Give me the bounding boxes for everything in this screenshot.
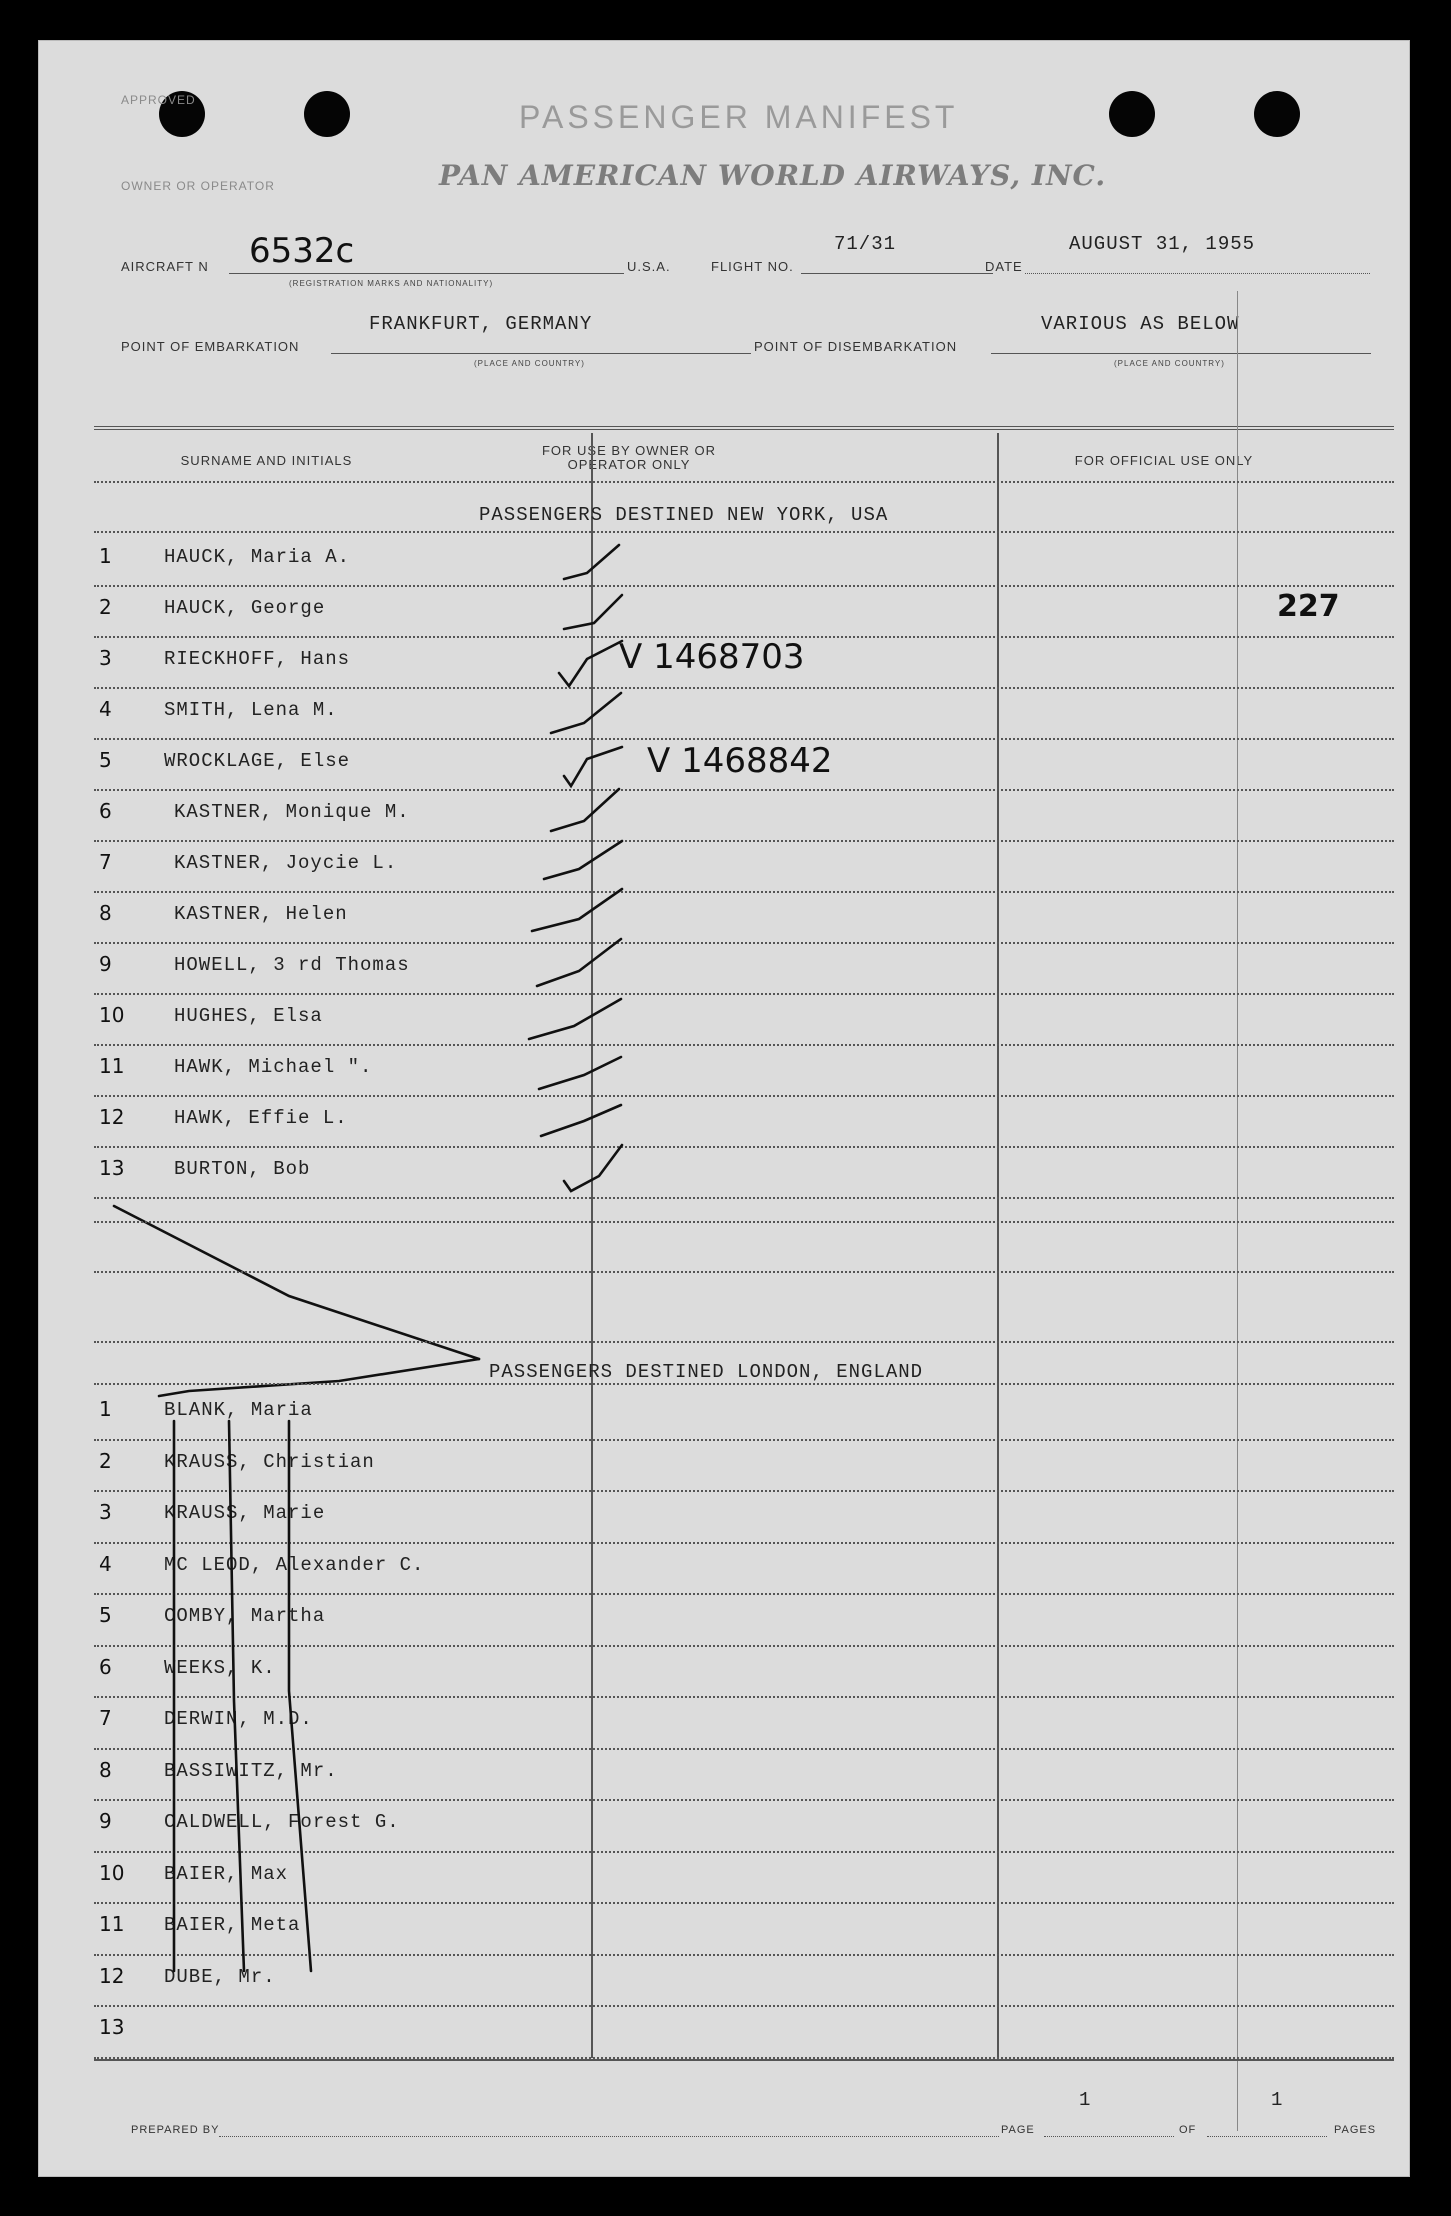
passenger-number: 10 — [99, 1860, 125, 1885]
usa-label: U.S.A. — [627, 259, 671, 274]
handwritten-note-wrocklage: V 1468842 — [647, 741, 833, 781]
bracket-stroke — [289, 1421, 311, 1971]
embarkation-value: FRANKFURT, GERMANY — [369, 313, 593, 335]
of-label: OF — [1179, 2124, 1197, 2136]
passenger-name: CALDWELL, Forest G. — [164, 1811, 400, 1833]
check-mark — [559, 641, 622, 686]
passenger-number: 11 — [99, 1912, 125, 1936]
disembarkation-value: VARIOUS AS BELOW — [1041, 313, 1240, 335]
date-label: DATE — [985, 259, 1023, 274]
passenger-name: KRAUSS, Christian — [164, 1450, 375, 1473]
handwritten-note-rieckhoff: V 1468703 — [619, 637, 805, 677]
passenger-name: KASTNER, Helen — [174, 903, 348, 925]
check-mark — [544, 841, 622, 879]
passenger-number: 7 — [99, 1706, 112, 1730]
place-country-note: (PLACE AND COUNTRY) — [474, 359, 585, 368]
passenger-number: 3 — [99, 1500, 112, 1524]
check-mark — [541, 1105, 621, 1136]
row-rule — [94, 1221, 1394, 1223]
date-value: AUGUST 31, 1955 — [1069, 233, 1256, 255]
check-mark — [564, 747, 622, 786]
check-mark — [551, 693, 621, 733]
connector-stroke — [114, 1206, 479, 1359]
passenger-number: 2 — [99, 595, 112, 619]
passenger-name: DERWIN, M.D. — [164, 1708, 313, 1730]
owner-label: OWNER OR OPERATOR — [121, 179, 275, 193]
passenger-number: 13 — [99, 1156, 125, 1180]
passenger-name: HAWK, Effie L. — [174, 1107, 348, 1129]
passenger-name: HUGHES, Elsa — [174, 1005, 323, 1027]
handwritten-marks — [39, 41, 1409, 2176]
passenger-name: KASTNER, Monique M. — [174, 801, 410, 823]
bracket-stroke — [229, 1421, 244, 1971]
passenger-number: 4 — [99, 697, 112, 721]
row-rule — [94, 1383, 1394, 1385]
connector-stroke — [159, 1359, 479, 1396]
passenger-name: BLANK, Maria — [164, 1399, 313, 1421]
passenger-name: DUBE, Mr. — [164, 1965, 276, 1988]
check-mark — [564, 595, 622, 629]
disembarkation-label: POINT OF DISEMBARKATION — [754, 339, 958, 354]
passenger-number: 2 — [99, 1448, 112, 1473]
passenger-number: 5 — [99, 748, 112, 772]
passenger-name: HOWELL, 3 rd Thomas — [174, 954, 410, 976]
official-number: 227 — [1277, 589, 1340, 624]
passenger-name: HAUCK, George — [164, 597, 326, 619]
pages-label: PAGES — [1334, 2124, 1377, 2136]
embarkation-label: POINT OF EMBARKATION — [121, 339, 300, 354]
passenger-number: 11 — [99, 1054, 125, 1078]
passenger-name: BURTON, Bob — [174, 1158, 311, 1180]
section-heading-new-york: PASSENGERS DESTINED NEW YORK, USA — [479, 504, 889, 526]
manifest-sheet — [38, 40, 1410, 2177]
passenger-number: 13 — [99, 2015, 125, 2039]
passenger-name: WROCKLAGE, Else — [164, 750, 351, 772]
passenger-number: 1 — [99, 1397, 112, 1421]
check-mark — [564, 1145, 622, 1191]
place-country-note-2: (PLACE AND COUNTRY) — [1114, 359, 1225, 368]
passenger-number: 8 — [99, 1757, 112, 1782]
passenger-number: 12 — [99, 1963, 125, 1988]
passenger-number: 6 — [99, 799, 112, 823]
registration-note: (REGISTRATION MARKS AND NATIONALITY) — [289, 279, 494, 288]
passenger-number: 10 — [99, 1003, 125, 1027]
passenger-number: 4 — [99, 1551, 112, 1576]
aircraft-number: 6532c — [249, 231, 355, 271]
passenger-name: BASSIWITZ, Mr. — [164, 1759, 338, 1782]
col-official-header: FOR OFFICIAL USE ONLY — [1074, 453, 1254, 468]
section-heading-london: PASSENGERS DESTINED LONDON, ENGLAND — [489, 1361, 924, 1383]
approved-stamp: APPROVED — [121, 93, 196, 107]
passenger-name: BAIER, Meta — [164, 1914, 301, 1936]
pages-value: 1 — [1271, 2089, 1284, 2111]
passenger-name: BAIER, Max — [164, 1862, 289, 1885]
passenger-name: WEEKS, K. — [164, 1656, 276, 1679]
check-mark — [551, 789, 619, 831]
passenger-name: KASTNER, Joycie L. — [174, 852, 398, 874]
passenger-number: 6 — [99, 1654, 112, 1679]
check-mark — [537, 939, 621, 986]
company-name: PAN AMERICAN WORLD AIRWAYS, INC. — [439, 159, 1107, 192]
passenger-name: MC LEOD, Alexander C. — [164, 1553, 425, 1576]
passenger-name: KRAUSS, Marie — [164, 1502, 326, 1524]
passenger-number: 12 — [99, 1105, 125, 1129]
flight-number: 71/31 — [834, 233, 897, 255]
passenger-number: 8 — [99, 901, 112, 925]
col-owner-header: FOR USE BY OWNER OR OPERATOR ONLY — [541, 443, 717, 472]
check-mark — [564, 545, 619, 579]
passenger-number: 7 — [99, 850, 112, 874]
page-label: PAGE — [1001, 2124, 1035, 2136]
passenger-number: 3 — [99, 646, 112, 670]
aircraft-label: AIRCRAFT N — [121, 259, 209, 274]
passenger-number: 9 — [99, 1809, 112, 1833]
check-mark — [532, 889, 622, 931]
passenger-name: SMITH, Lena M. — [164, 699, 338, 721]
prepared-by-label: PREPARED BY — [131, 2124, 220, 2136]
check-mark — [539, 1057, 621, 1089]
passenger-name: COMBY, Martha — [164, 1605, 326, 1627]
passenger-number: 5 — [99, 1603, 112, 1627]
passenger-name: RIECKHOFF, Hans — [164, 648, 351, 670]
col-surname-header: SURNAME AND INITIALS — [180, 453, 353, 468]
passenger-name: HAWK, Michael ". — [174, 1056, 373, 1078]
passenger-number: 9 — [99, 952, 112, 976]
flight-label: FLIGHT NO. — [711, 259, 794, 274]
form-title: PASSENGER MANIFEST — [519, 99, 959, 135]
row-rule — [94, 1341, 1394, 1343]
passenger-number: 1 — [99, 544, 112, 568]
check-mark — [529, 999, 621, 1039]
page-value: 1 — [1079, 2089, 1092, 2111]
row-rule — [94, 1271, 1394, 1273]
passenger-name: HAUCK, Maria A. — [164, 546, 351, 568]
